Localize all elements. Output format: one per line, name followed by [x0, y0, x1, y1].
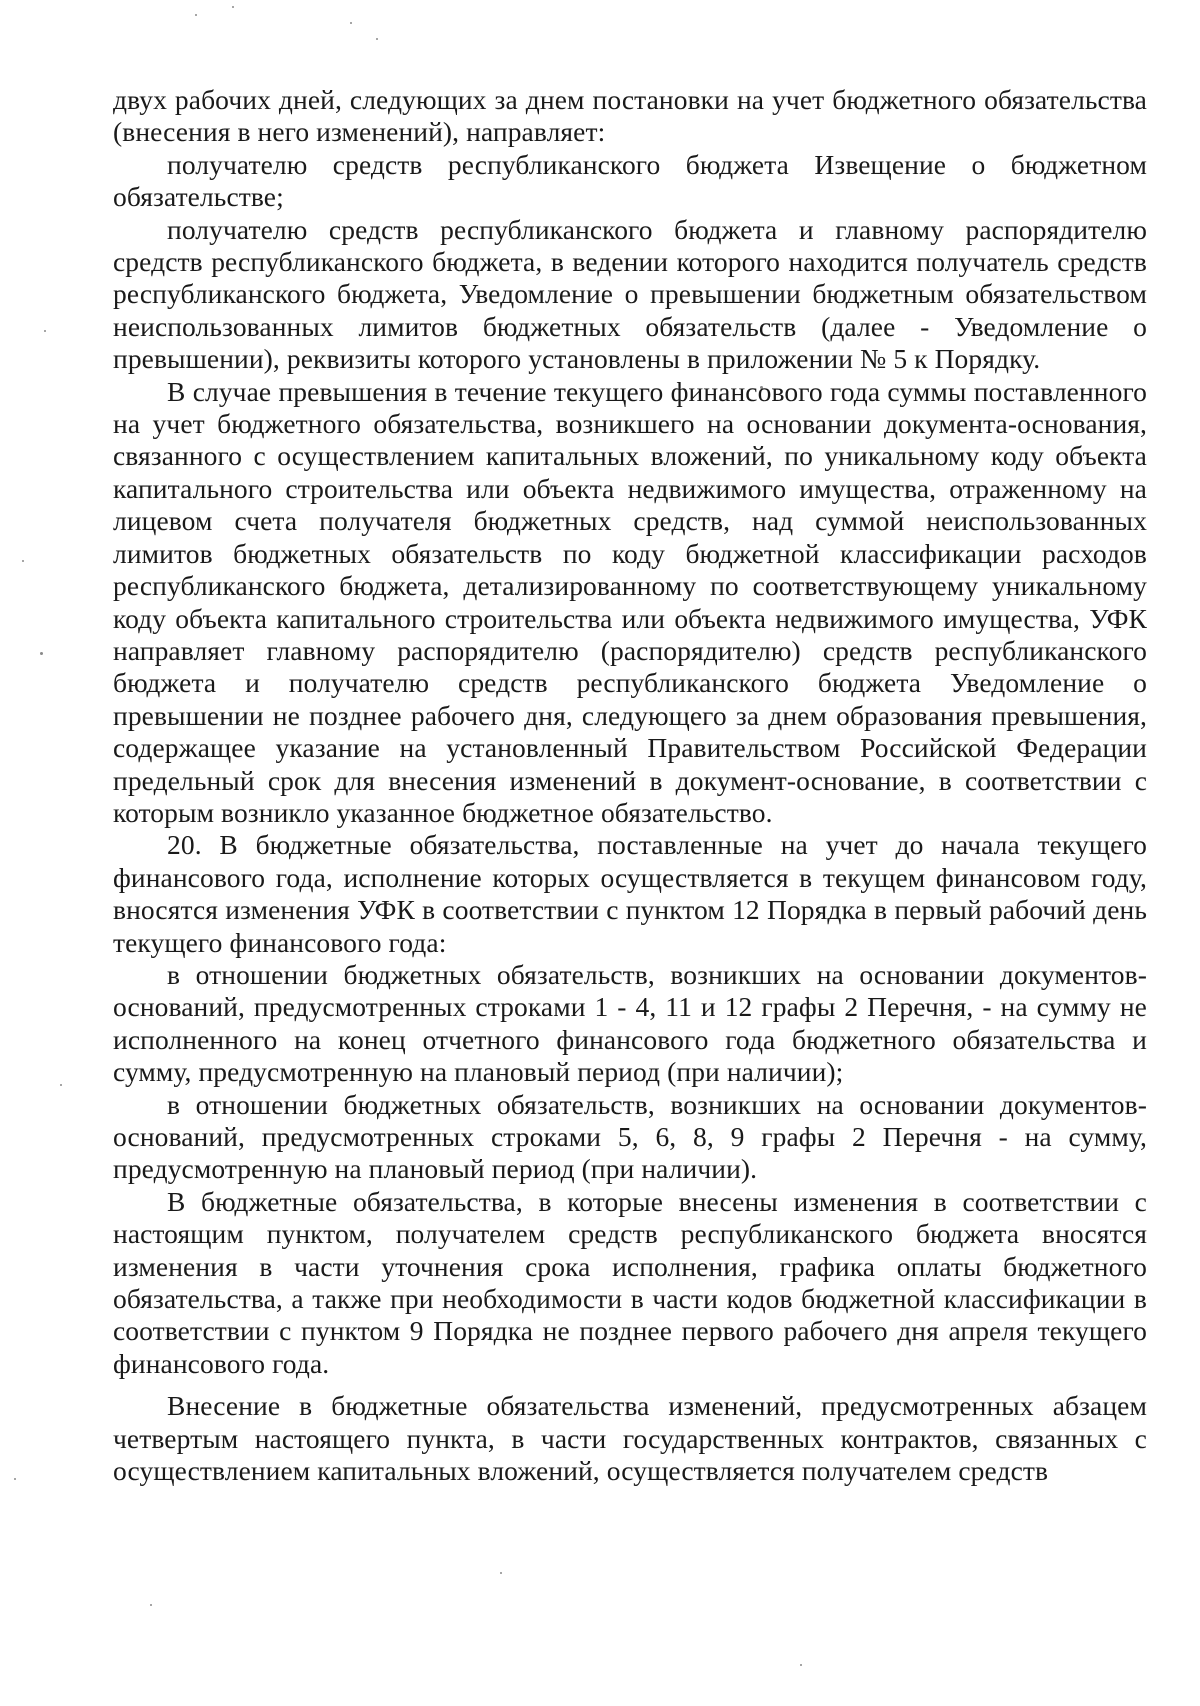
scan-speck	[150, 1604, 152, 1606]
paragraph-clause-20: 20. В бюджетные обязательства, поставленные на учет до начала текущего финансового года, исполнение которых осуществляется в текущем финансовом году, вносятся изменения УФК в соответствии с пунктом 12 Порядка в первый рабочий день текущего финансового года:	[113, 829, 1147, 958]
scan-speck	[40, 652, 43, 655]
scan-speck	[195, 14, 197, 16]
scan-speck	[350, 22, 352, 24]
scan-speck	[14, 1478, 16, 1480]
paragraph-lines-5-6-8-9: в отношении бюджетных обязательств, возникших на основании документов-оснований, предусмотренных строками 5, 6, 8, 9 графы 2 Перечня - на сумму, предусмотренную на плановый период (при наличии).	[113, 1088, 1147, 1185]
document-body	[113, 84, 1147, 1487]
scan-speck	[376, 38, 378, 40]
scan-speck	[800, 1664, 802, 1666]
paragraph-notice-recipient: получателю средств республиканского бюджета Извещение о бюджетном обязательстве;	[113, 148, 1147, 213]
scan-speck	[500, 1572, 502, 1574]
paragraph-recipient-changes: В бюджетные обязательства, в которые внесены изменения в соответствии с настоящим пунктом, получателем средств республиканского бюджета вносятся изменения в части уточнения срока исполнения, графика оплаты бюджетного обязательства, а также при необходимости в части кодов бюджетной классификации в соответствии с пунктом 9 Порядка не позднее первого рабочего дня апреля текущего финансового года.	[113, 1185, 1147, 1379]
paragraph-continuation: двух рабочих дней, следующих за днем постановки на учет бюджетного обязательства (внесения в него изменений), направляет:	[113, 84, 1147, 148]
paragraph-state-contracts: Внесение в бюджетные обязательства изменений, предусмотренных абзацем четвертым настоящего пункта, в части государственных контрактов, связанных с осуществлением капитальных вложений, осуществляется получателем средств	[113, 1390, 1147, 1487]
scan-speck	[44, 330, 46, 332]
paragraph-capital-investment-excess: В случае превышения в течение текущего финансового года суммы поставленного на учет бюджетного обязательства, возникшего на основании документа-основания, связанного с осуществлением капитальных вложений, по уникальному коду объекта капитального строительства или объекта недвижимого имущества, отраженному на лицевом счета получателя бюджетных средств, над суммой неиспользованных лимитов бюджетных обязательств по коду бюджетной классификации расходов республиканского бюджета, детализированному по соответствующему уникальному коду объекта капитального строительства или объекта недвижимого имущества, УФК направляет главному распорядителю (распорядителю) средств республиканского бюджета и получателю средств республиканского бюджета Уведомление о превышении не позднее рабочего дня, следующего за днем образования превышения, содержащее указание на установленный Правительством Российской Федерации предельный срок для внесения изменений в документ-основание, в соответствии с которым возникло указанное бюджетное обязательство.	[113, 375, 1147, 828]
scan-speck	[232, 6, 234, 8]
scan-speck	[22, 560, 24, 562]
scan-speck	[60, 1084, 62, 1086]
paragraph-notice-excess: получателю средств республиканского бюджета и главному распорядителю средств республиканского бюджета, в ведении которого находится получатель средств республиканского бюджета, Уведомление о превышении бюджетным обязательством неиспользованных лимитов бюджетных обязательств (далее - Уведомление о превышении), реквизиты которого установлены в приложении № 5 к Порядку.	[113, 213, 1147, 375]
paragraph-lines-1-4-11-12: в отношении бюджетных обязательств, возникших на основании документов-оснований, предусмотренных строками 1 - 4, 11 и 12 графы 2 Перечня, - на сумму не исполненного на конец отчетного финансового года бюджетного обязательства и сумму, предусмотренную на плановый период (при наличии);	[113, 958, 1147, 1088]
